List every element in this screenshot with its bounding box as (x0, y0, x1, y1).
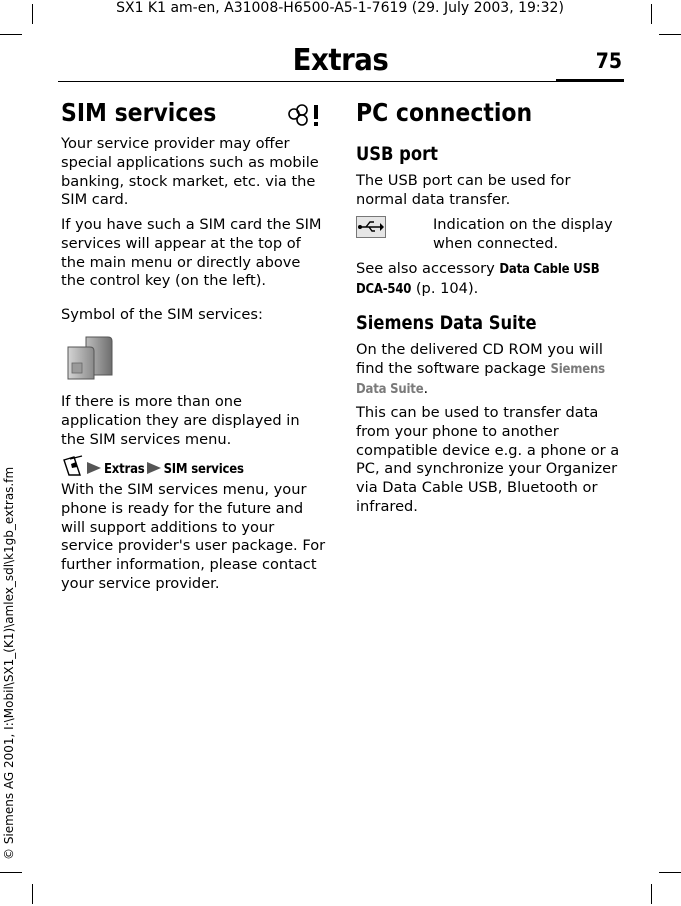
menu-path-sim-services: SIM services (163, 462, 244, 477)
menu-path (61, 455, 327, 477)
sim-symbol-label: Symbol of the SIM services: (61, 306, 263, 323)
crop-mark (651, 4, 652, 24)
provider-dependent-icon (285, 103, 325, 129)
multiple-apps-paragraph: If there is more than one application they are displayed in the SIM services menu. (61, 393, 300, 448)
crop-mark (659, 872, 681, 873)
data-suite-paragraph: On the delivered CD ROM you will find the software package Siemens Data Suite. (356, 341, 605, 397)
usb-paragraph: The USB port can be used for normal data transfer. (356, 172, 571, 208)
crop-mark (659, 34, 681, 35)
usb-indicator-text: Indication on the display when connected. (433, 216, 613, 252)
page-number-rule (556, 79, 624, 82)
sim-menu-paragraph: If you have such a SIM card the SIM services will appear at the top of the main menu or directly above the control key (on the left). (61, 216, 322, 290)
sim-services-icon (64, 333, 114, 381)
data-suite-reference: Siemens Data Suite (356, 361, 605, 397)
path-arrow-icon (87, 462, 101, 474)
crop-mark (32, 884, 33, 904)
siemens-data-suite-heading: Siemens Data Suite (356, 312, 537, 334)
sim-future-paragraph: With the SIM services menu, your phone is ready for the future and will support additions to your service provider's user package. For further information, please contact your service provider. (61, 481, 326, 592)
sim-services-heading: SIM services (61, 98, 217, 127)
menu-key-icon (61, 455, 85, 477)
menu-path-extras: Extras (104, 462, 145, 477)
data-cable-reference: Data Cable USB DCA-540 (356, 262, 600, 297)
pc-connection-heading: PC connection (356, 98, 533, 127)
usb-icon (356, 216, 386, 238)
usb-port-heading: USB port (356, 143, 438, 165)
path-arrow-icon (147, 462, 161, 474)
document-header-line: SX1 K1 am-en, A31008-H6500-A5-1-7619 (29. July 2003, 19:32) (116, 0, 564, 16)
page-number: 75 (595, 49, 622, 73)
crop-mark (0, 34, 22, 35)
see-also-paragraph: See also accessory Data Cable USB DCA-540 (p. 104). (356, 260, 600, 297)
side-copyright-note: © Siemens AG 2001, I:\Mobil\SX1_(K1)\amlex_sdl\k1gb_extras.fm (2, 466, 16, 860)
header-rule (58, 81, 558, 82)
data-suite-usage-paragraph: This can be used to transfer data from your phone to another compatible device e.g. a phone or a PC, and synchronize your Organizer via Data Cable USB, Bluetooth or infrared. (356, 404, 620, 515)
crop-mark (651, 884, 652, 904)
sim-intro-paragraph: Your service provider may offer special applications such as mobile banking, stock market, etc. via the SIM card. (61, 135, 319, 209)
crop-mark (32, 4, 33, 24)
page-title: Extras (292, 43, 389, 78)
crop-mark (0, 872, 22, 873)
